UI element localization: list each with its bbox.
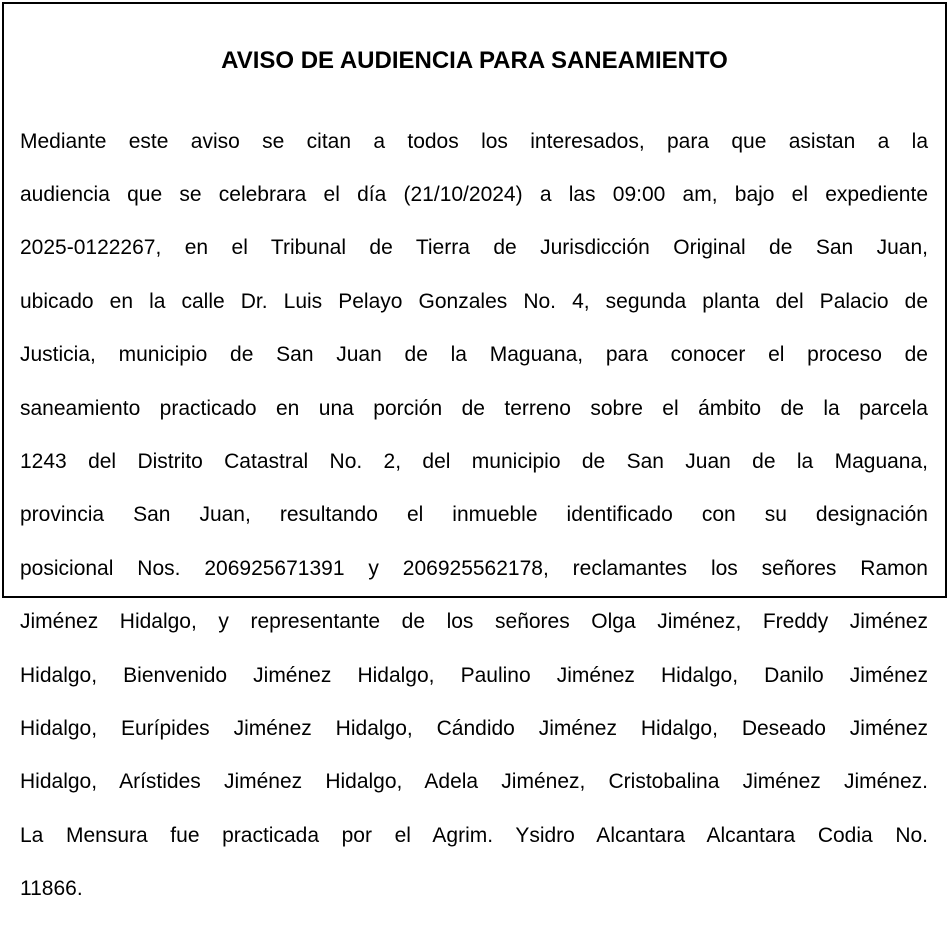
notice-body	[20, 102, 928, 930]
body-line: 11866.	[20, 877, 83, 901]
body-line: audiencia que se celebrara el día (21/10/2024) a las 09:00 am, bajo el expediente	[20, 183, 928, 207]
body-line: 1243 del Distrito Catastral No. 2, del municipio de San Juan de la Maguana,	[20, 450, 928, 474]
body-line: Hidalgo, Bienvenido Jiménez Hidalgo, Paulino Jiménez Hidalgo, Danilo Jiménez	[20, 663, 928, 687]
body-line: La Mensura fue practicada por el Agrim. Ysidro Alcantara Alcantara Codia No.	[20, 823, 928, 847]
body-line: provincia San Juan, resultando el inmueble identificado con su designación	[20, 503, 928, 527]
body-line: Mediante este aviso se citan a todos los interesados, para que asistan a la	[20, 129, 928, 153]
body-line: Hidalgo, Eurípides Jiménez Hidalgo, Cándido Jiménez Hidalgo, Deseado Jiménez	[20, 717, 928, 740]
body-line: 2025-0122267, en el Tribunal de Tierra de Jurisdicción Original de San Juan,	[20, 236, 928, 260]
notice-frame	[2, 2, 947, 901]
body-line: Jiménez Hidalgo, y representante de los señores Olga Jiménez, Freddy Jiménez	[20, 610, 928, 634]
body-line: Hidalgo, Arístides Jiménez Hidalgo, Adela Jiménez, Cristobalina Jiménez Jiménez.	[20, 770, 928, 794]
body-line: Justicia, municipio de San Juan de la Maguana, para conocer el proceso de	[20, 343, 928, 367]
body-line: saneamiento practicado en una porción de terreno sobre el ámbito de la parcela	[20, 396, 928, 420]
notice-title: AVISO DE AUDIENCIA PARA SANEAMIENTO	[221, 47, 728, 74]
body-line: posicional Nos. 206925671391 y 206925562178, reclamantes los señores Ramon	[20, 556, 928, 580]
body-line: ubicado en la calle Dr. Luis Pelayo Gonzales No. 4, segunda planta del Palacio de	[20, 289, 928, 313]
